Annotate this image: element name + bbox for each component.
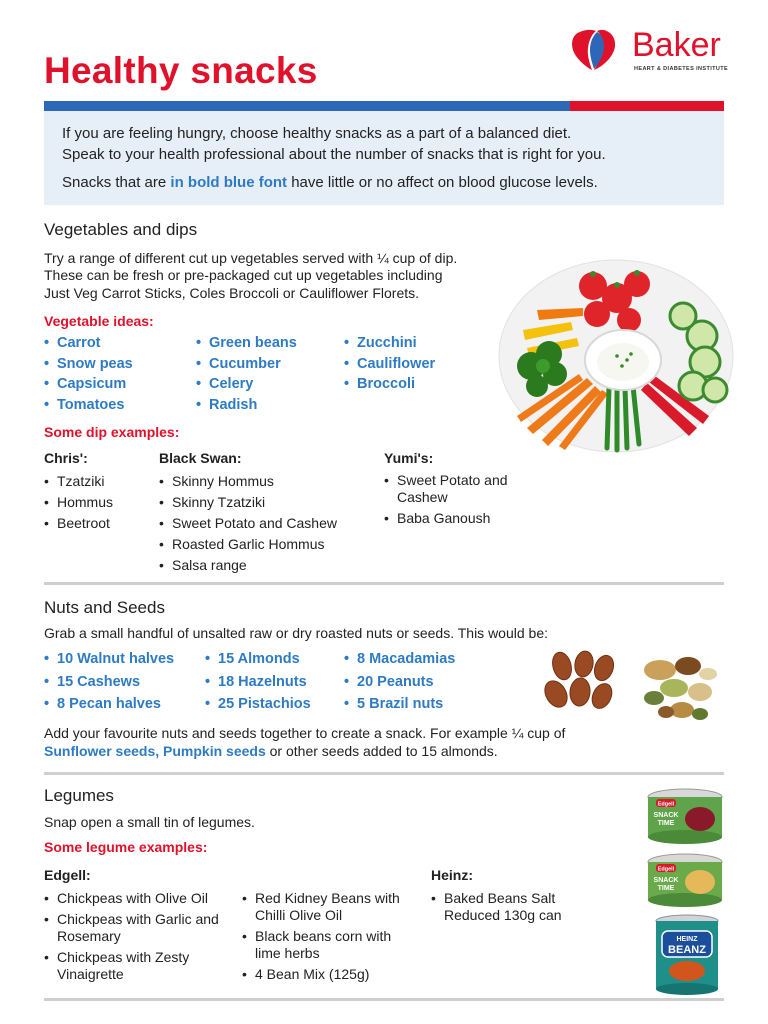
nuts-text: Grab a small handful of unsalted raw or dry roasted nuts or seeds. This would be: (44, 625, 549, 641)
edgell-kidney-beans-can-image (644, 787, 726, 845)
can2-brand: Edgell (657, 866, 675, 873)
intro-line-2: Speak to your health professional about the number of snacks that is right for you. (62, 146, 606, 163)
can3-brand: HEINZ (676, 936, 698, 943)
almonds-image (540, 648, 620, 718)
list-item: • Zucchini (344, 333, 435, 354)
list-item: • Carrot (44, 333, 133, 354)
legumes-heading: Legumes (44, 786, 114, 805)
can3-name: BEANZ (668, 944, 706, 956)
list-item: • Hommus (44, 494, 113, 511)
vegetables-text-1: Try a range of different cut up vegetables served with ¼ cup of dip. (44, 250, 458, 266)
can2-line2: TIME (657, 885, 675, 892)
vegetable-list-1 (44, 333, 133, 415)
list-item: • 8 Pecan halves (44, 694, 174, 717)
vegetable-list-2 (196, 333, 297, 415)
chris-list (44, 473, 113, 536)
list-item: • Cucumber (196, 354, 297, 375)
list-item: • 10 Walnut halves (44, 649, 174, 672)
intro-box (44, 111, 724, 205)
list-item: • Chickpeas with Garlic and Rosemary (44, 911, 224, 945)
vegetable-ideas-label: Vegetable ideas: (44, 313, 154, 329)
can2-line1: SNACK (653, 877, 679, 884)
can1-brand: Edgell (657, 801, 675, 808)
dip-examples-label: Some dip examples: (44, 424, 180, 440)
edgell-chickpeas-can-image (644, 852, 726, 908)
list-item: • 4 Bean Mix (125g) (242, 966, 402, 983)
section-divider (44, 998, 724, 1001)
edgell-list-1 (44, 890, 224, 987)
can1-line2: TIME (657, 820, 675, 827)
list-item: • 5 Brazil nuts (344, 694, 455, 717)
list-item: • 15 Cashews (44, 672, 174, 695)
yumis-list (384, 472, 524, 531)
list-item: • Snow peas (44, 354, 133, 375)
list-item: • 25 Pistachios (205, 694, 311, 717)
nuts-heading: Nuts and Seeds (44, 598, 165, 617)
heinz-label: Heinz: (431, 867, 473, 883)
list-item: • Baba Ganoush (384, 510, 524, 527)
header-bar-red (570, 101, 724, 111)
nuts-list-3 (344, 649, 455, 717)
nuts-text-3: Sunflower seeds, Pumpkin seeds or other seeds added to 15 almonds. (44, 743, 498, 759)
list-item: • Chickpeas with Olive Oil (44, 890, 224, 907)
list-item: • 15 Almonds (205, 649, 311, 672)
list-item: • Black beans corn with lime herbs (242, 928, 402, 962)
can1-line1: SNACK (653, 812, 679, 819)
list-item: • Broccoli (344, 374, 435, 395)
page-title: Healthy snacks (44, 50, 318, 91)
nuts-text-2: Add your favourite nuts and seeds together to create a snack. For example ¼ cup of (44, 725, 566, 741)
logo-wordmark: Baker (632, 26, 721, 64)
intro-line-1: If you are feeling hungry, choose healthy snacks as a part of a balanced diet. (62, 125, 572, 142)
list-item: • Tzatziki (44, 473, 113, 490)
list-item: • Radish (196, 395, 297, 416)
list-item: • Red Kidney Beans with Chilli Olive Oil (242, 890, 402, 924)
list-item: • 18 Hazelnuts (205, 672, 311, 695)
mixed-nuts-image (630, 640, 725, 730)
legume-examples-label: Some legume examples: (44, 839, 208, 855)
heinz-list (431, 890, 581, 928)
logo-subtitle: HEART & DIABETES INSTITUTE (634, 66, 729, 72)
nuts-list-1 (44, 649, 174, 717)
list-item: • Capsicum (44, 374, 133, 395)
list-item: • Skinny Tzatziki (159, 494, 337, 511)
list-item: • Skinny Hommus (159, 473, 337, 490)
heinz-beanz-can-image (652, 913, 722, 997)
list-item: • Sweet Potato and Cashew (159, 515, 337, 532)
black-swan-label: Black Swan: (159, 450, 242, 466)
list-item: • Roasted Garlic Hommus (159, 536, 337, 553)
list-item: • Tomatoes (44, 395, 133, 416)
yumis-label: Yumi's: (384, 450, 434, 466)
chris-label: Chris': (44, 450, 88, 466)
vegetables-text-3: Just Veg Carrot Sticks, Coles Broccoli or Cauliflower Florets. (44, 285, 420, 301)
intro-line-3: Snacks that are in bold blue font have little or no affect on blood glucose levels. (62, 174, 598, 191)
list-item: • Chickpeas with Zesty Vinaigrette (44, 949, 224, 983)
edgell-list-2 (242, 890, 402, 987)
list-item: • 8 Macadamias (344, 649, 455, 672)
legumes-text: Snap open a small tin of legumes. (44, 814, 255, 830)
list-item: • Baked Beans Salt Reduced 130g can (431, 890, 581, 924)
vegetables-heading: Vegetables and dips (44, 220, 198, 239)
edgell-label: Edgell: (44, 867, 91, 883)
section-divider (44, 582, 724, 585)
list-item: • 20 Peanuts (344, 672, 455, 695)
list-item: • Cauliflower (344, 354, 435, 375)
list-item: • Celery (196, 374, 297, 395)
list-item: • Beetroot (44, 515, 113, 532)
vegetables-text-2: These can be fresh or pre-packaged cut up vegetables including (44, 267, 443, 283)
header-bar-blue (44, 101, 570, 111)
vegetable-platter-image (497, 258, 735, 454)
section-divider (44, 772, 724, 775)
nuts-list-2 (205, 649, 311, 717)
list-item: • Green beans (196, 333, 297, 354)
list-item: • Salsa range (159, 557, 337, 574)
black-swan-list (159, 473, 337, 578)
vegetable-list-3 (344, 333, 435, 395)
list-item: • Sweet Potato and Cashew (384, 472, 524, 506)
